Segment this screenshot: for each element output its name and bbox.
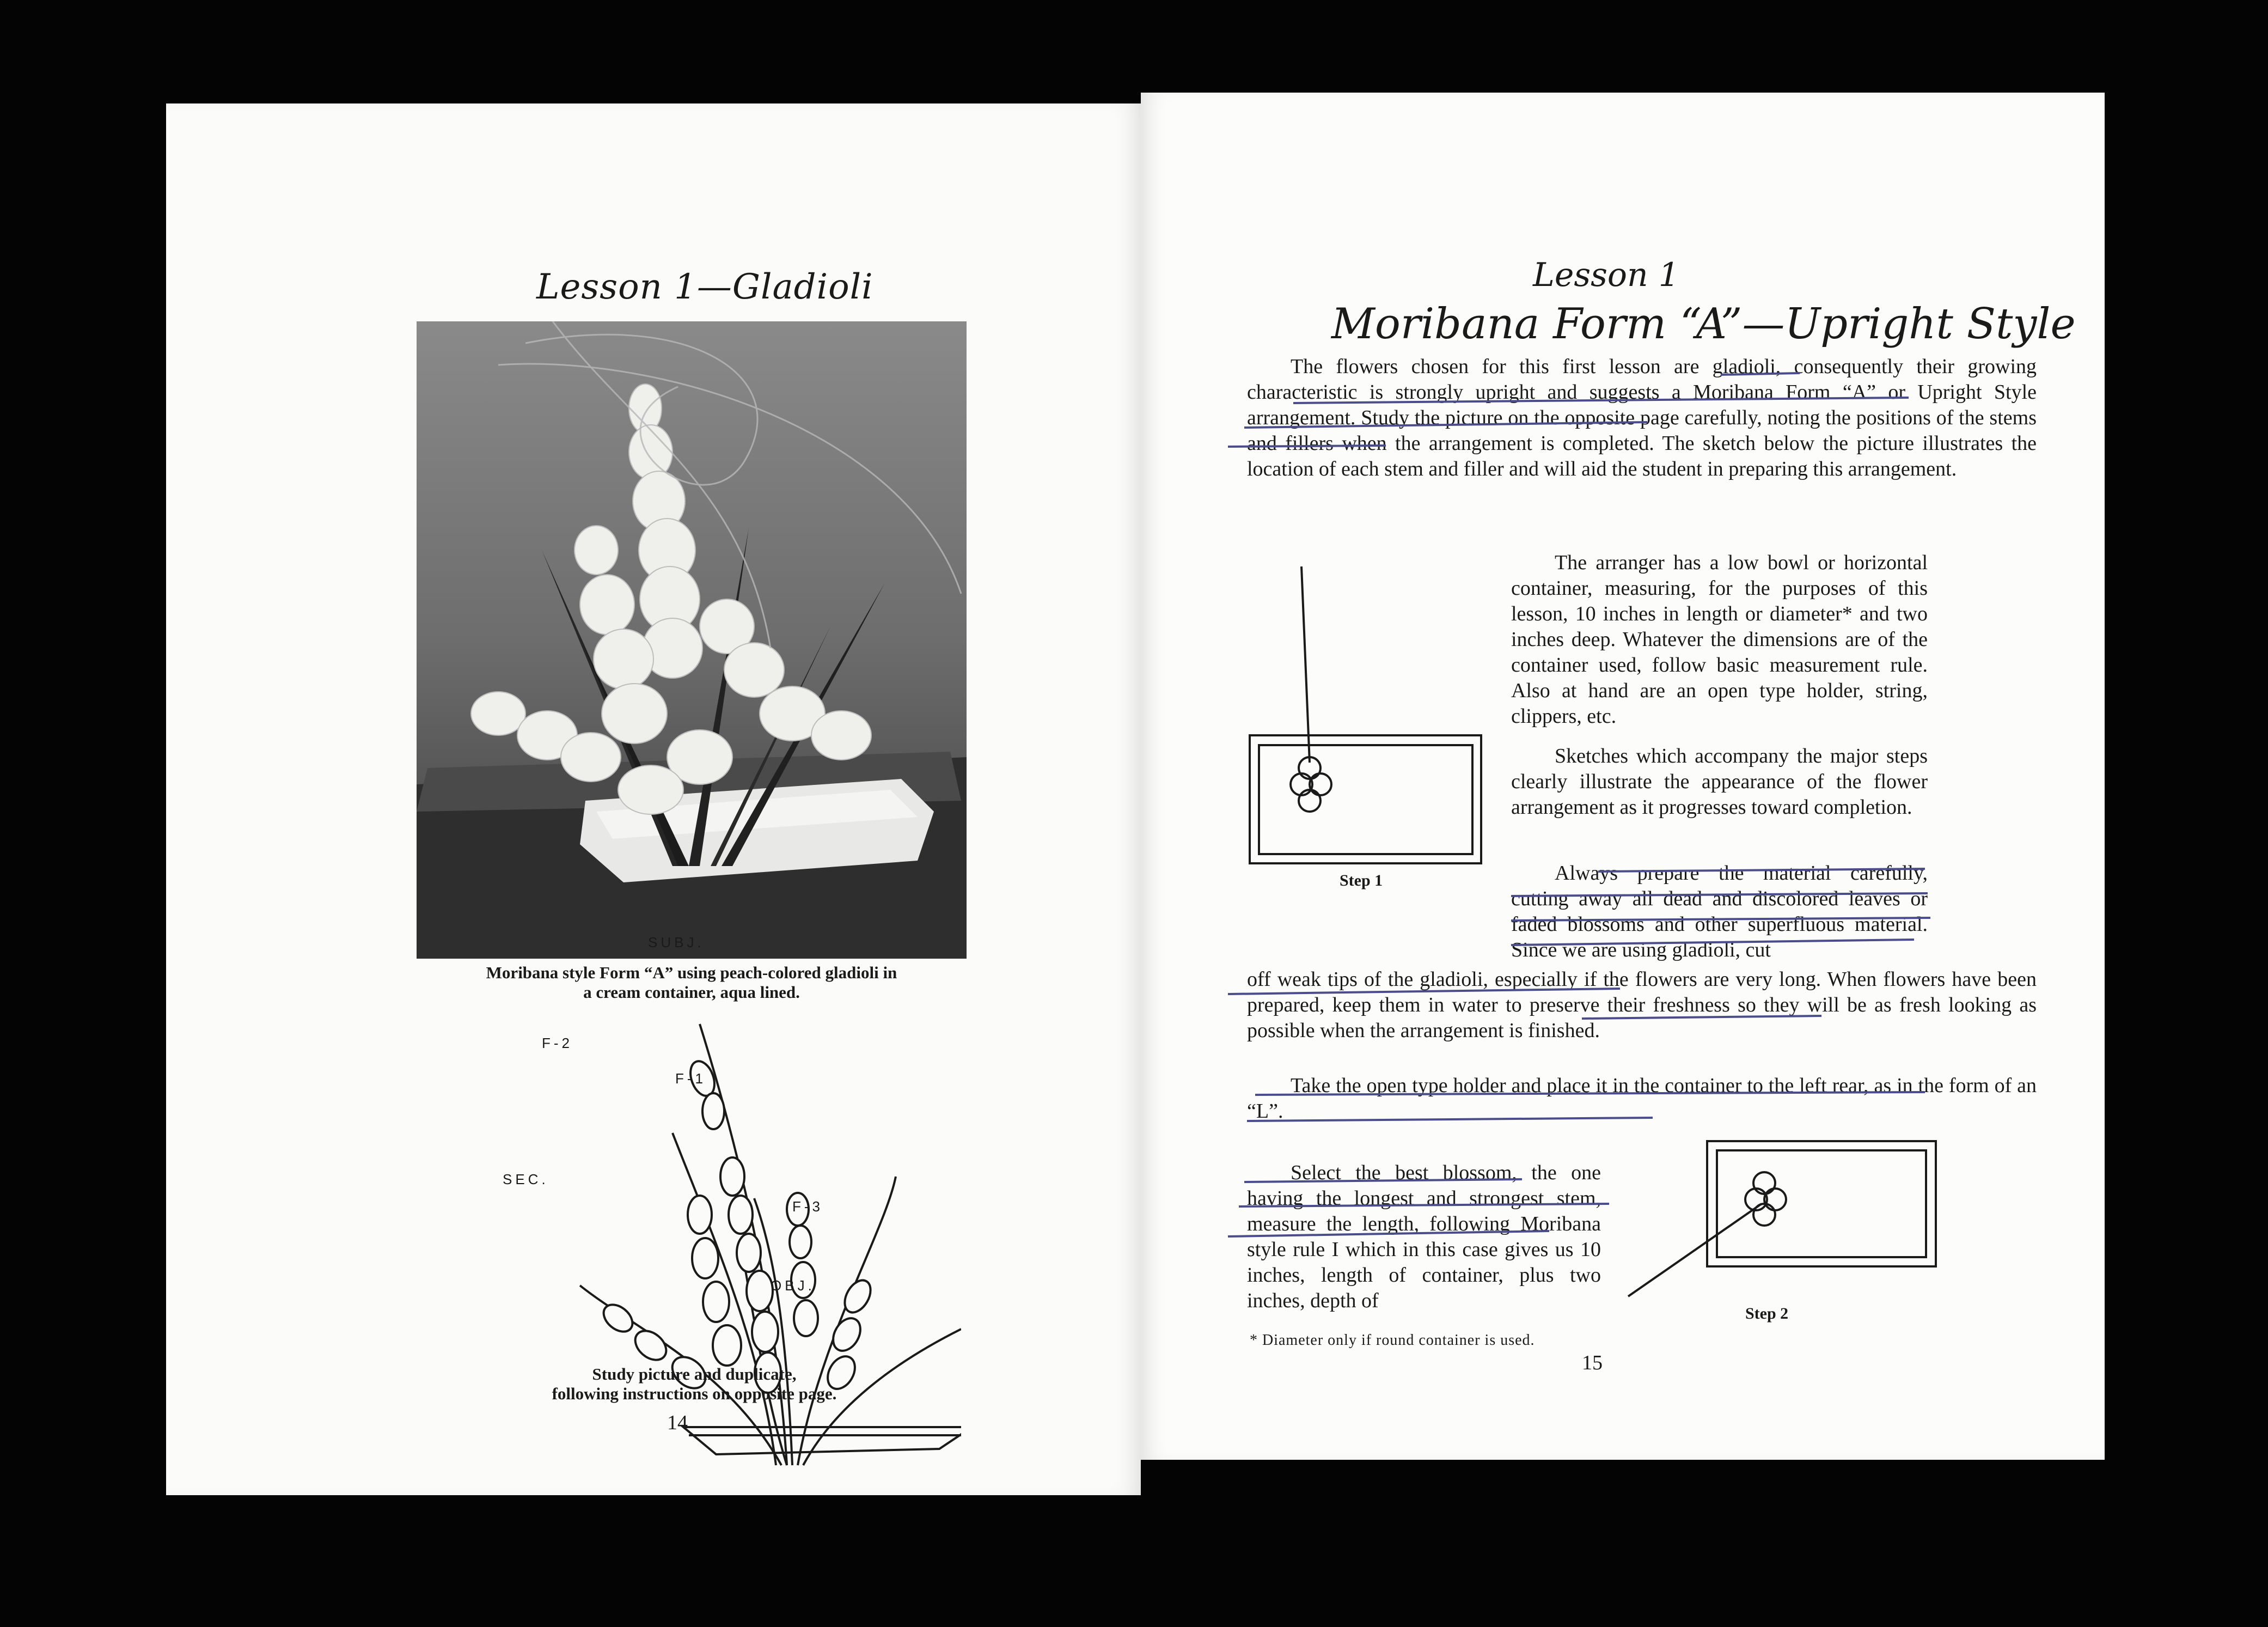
sketch-caption-line-2: following instructions on opposite page. xyxy=(552,1384,837,1403)
label-obj: OBJ. xyxy=(771,1277,815,1294)
paragraph-3: Sketches which accompany the major steps clearly illustrate the appearance of the flower arrangement as it progresses toward completion. xyxy=(1511,745,1928,819)
paragraph-5: Take the open type holder and place it in the container to the left rear, as in the form of an “L”. xyxy=(1247,1074,2037,1123)
paragraph-2: The arranger has a low bowl or horizontal container, measuring, for the purposes of this lesson, 10 inches in length or diameter* and two inches deep. Whatever the dimensions are of the container used, follow basic measurement rule. Also at hand are an open type holder, string, clippers, etc. xyxy=(1511,551,1928,728)
step-2-label: Step 2 xyxy=(1745,1305,1789,1323)
right-page-heading-lesson: Lesson 1 xyxy=(1533,256,1679,294)
paragraph-1: The flowers chosen for this first lesson are gladioli, consequently their growing characteristic is strongly upright and suggests a Moribana Form “A” or Upright Style arrangement. Study the picture on the opposite page carefully, noting the positions of the stems and fillers when the arrangement is completed. The sketch below the picture illustrates the location of each stem and filler and will aid the student in preparing this arrangement. xyxy=(1247,355,2037,480)
arrangement-sketch xyxy=(471,904,961,1498)
gladioli-photograph xyxy=(417,321,967,959)
label-f3: F-3 xyxy=(792,1198,823,1215)
left-page xyxy=(166,103,1141,1495)
paragraph-6: Select the best blossom, the one having the longest and strongest stem, measure the length, following Moribana style rule I which in this case gives us 10 inches, length of container, plus two inches, depth of xyxy=(1247,1161,1601,1312)
label-subj: SUBJ. xyxy=(648,934,705,950)
photo-caption-line-2: a cream container, aqua lined. xyxy=(583,983,800,1002)
right-page-heading-title: Moribana Form “A”—Upright Style xyxy=(1331,300,2076,349)
sketch-caption xyxy=(471,1364,918,1404)
pen-underlines xyxy=(1141,93,2105,1460)
label-f1: F-1 xyxy=(675,1070,706,1087)
footnote: * Diameter only if round container is used. xyxy=(1250,1332,1535,1349)
photo-caption-line-1: Moribana style Form “A” using peach-colored gladioli in xyxy=(486,963,897,982)
right-page xyxy=(1141,93,2105,1460)
paragraph-4-part-1: Always prepare the material carefully, cutting away all dead and discolored leaves or faded blossoms and other superfluous material. Since we are using gladioli, cut xyxy=(1511,862,1928,961)
page-number-right: 15 xyxy=(1582,1351,1603,1374)
paragraph-4-part-2: off weak tips of the gladioli, especially if the flowers are very long. When flowers have been prepared, keep them in water to preserve their freshness so they will be as fresh looking as possible when the arrangement is finished. xyxy=(1247,968,2037,1042)
sketch-caption-line-1: Study picture and duplicate, xyxy=(592,1364,797,1384)
label-sec: SEC. xyxy=(503,1171,549,1187)
left-page-heading: Lesson 1—Gladioli xyxy=(536,267,873,307)
label-f2: F-2 xyxy=(542,1035,573,1051)
step-1-label: Step 1 xyxy=(1340,872,1383,889)
page-number-left: 14 xyxy=(667,1411,688,1434)
